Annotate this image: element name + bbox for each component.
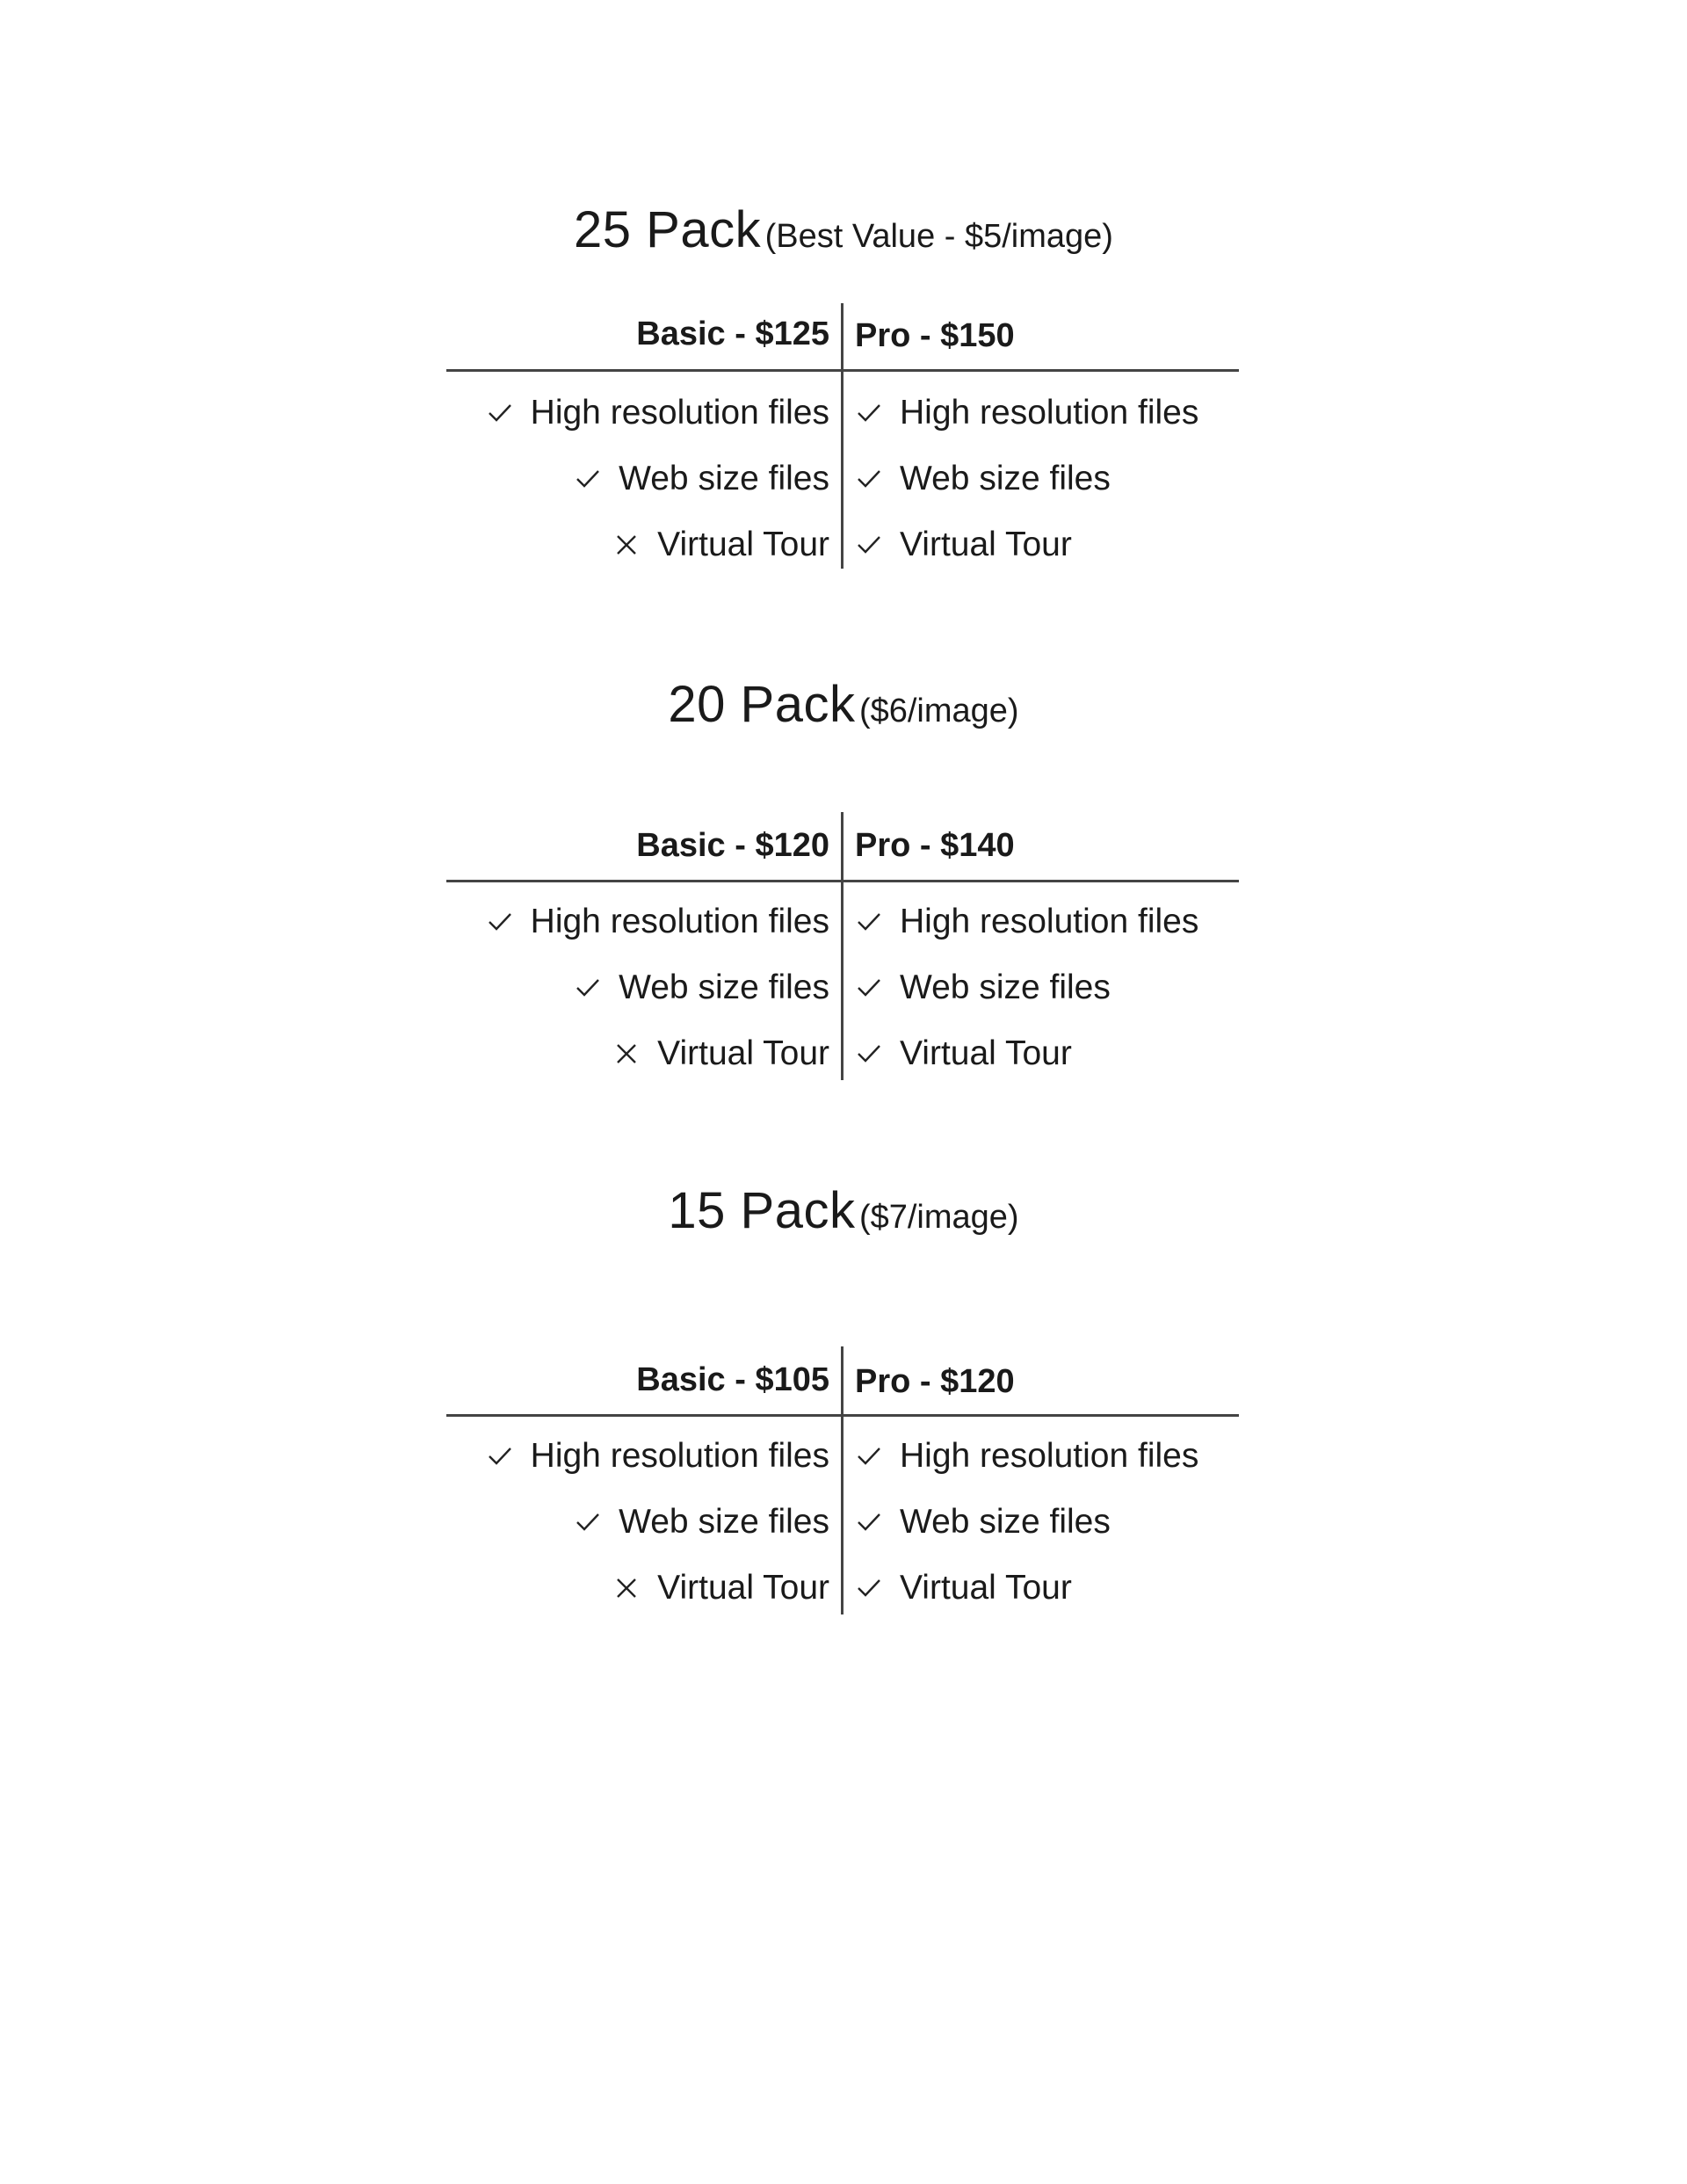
feature-row xyxy=(446,891,1239,953)
pro-feature xyxy=(856,514,1072,576)
check-icon xyxy=(856,1443,882,1469)
feature-row xyxy=(446,957,1239,1019)
pro-price-label: Pro - $150 xyxy=(855,317,1015,354)
header-divider xyxy=(446,1414,1239,1417)
pack-title xyxy=(0,675,1687,734)
feature-row xyxy=(446,448,1239,510)
pro-feature xyxy=(856,1491,1111,1553)
pack-title-subtitle: ($6/image) xyxy=(858,693,1019,729)
basic-feature xyxy=(575,448,829,510)
basic-feature xyxy=(575,957,829,1019)
pack-title xyxy=(0,1181,1687,1240)
pro-feature xyxy=(856,1023,1072,1085)
feature-text: Virtual Tour xyxy=(657,526,829,563)
pack-title-main: 15 Pack xyxy=(668,1182,856,1239)
feature-text: Virtual Tour xyxy=(657,1569,829,1607)
check-icon xyxy=(856,400,882,426)
pro-feature xyxy=(856,957,1111,1019)
feature-text: Web size files xyxy=(619,460,829,497)
check-icon xyxy=(856,466,882,492)
basic-feature xyxy=(613,1557,829,1619)
basic-price-label: Basic - $120 xyxy=(636,827,829,864)
pack-title-subtitle: ($7/image) xyxy=(858,1199,1019,1236)
header-divider xyxy=(446,880,1239,882)
check-icon xyxy=(856,975,882,1001)
feature-text: High resolution files xyxy=(900,394,1199,432)
feature-text: Virtual Tour xyxy=(900,526,1072,563)
check-icon xyxy=(487,1443,513,1469)
basic-price-label: Basic - $105 xyxy=(636,1361,829,1398)
check-icon xyxy=(575,1509,601,1535)
feature-text: High resolution files xyxy=(530,394,829,432)
pro-feature xyxy=(856,382,1198,444)
pro-feature xyxy=(856,891,1198,953)
check-icon xyxy=(856,1575,882,1601)
pro-price-label: Pro - $140 xyxy=(855,827,1015,864)
x-icon xyxy=(613,532,640,558)
feature-row xyxy=(446,1023,1239,1085)
feature-text: High resolution files xyxy=(530,1437,829,1475)
feature-text: High resolution files xyxy=(530,903,829,940)
feature-text: Web size files xyxy=(900,1503,1111,1541)
basic-price-label: Basic - $125 xyxy=(636,316,829,352)
feature-text: High resolution files xyxy=(900,1437,1199,1475)
pack-title-main: 25 Pack xyxy=(574,201,762,258)
feature-text: Web size files xyxy=(619,969,829,1006)
feature-text: Web size files xyxy=(900,460,1111,497)
pack-title-subtitle: (Best Value - $5/image) xyxy=(764,218,1113,255)
pro-feature xyxy=(856,1426,1198,1487)
basic-feature xyxy=(487,1426,829,1487)
header-divider xyxy=(446,369,1239,372)
check-icon xyxy=(856,909,882,935)
feature-text: Virtual Tour xyxy=(657,1034,829,1072)
check-icon xyxy=(487,909,513,935)
feature-row xyxy=(446,1426,1239,1487)
pro-feature xyxy=(856,448,1111,510)
check-icon xyxy=(856,1509,882,1535)
pack-title xyxy=(0,200,1687,259)
pro-price-label: Pro - $120 xyxy=(855,1363,1015,1400)
pack-title-main: 20 Pack xyxy=(668,676,856,733)
basic-feature xyxy=(575,1491,829,1553)
basic-feature xyxy=(487,382,829,444)
check-icon xyxy=(575,466,601,492)
check-icon xyxy=(487,400,513,426)
feature-text: Web size files xyxy=(900,969,1111,1006)
basic-feature xyxy=(487,891,829,953)
x-icon xyxy=(613,1041,640,1067)
check-icon xyxy=(856,1041,882,1067)
pro-feature xyxy=(856,1557,1072,1619)
basic-feature xyxy=(613,514,829,576)
feature-row xyxy=(446,382,1239,444)
feature-row xyxy=(446,1557,1239,1619)
feature-row xyxy=(446,1491,1239,1553)
check-icon xyxy=(575,975,601,1001)
feature-row xyxy=(446,514,1239,576)
check-icon xyxy=(856,532,882,558)
feature-text: High resolution files xyxy=(900,903,1199,940)
feature-text: Virtual Tour xyxy=(900,1569,1072,1607)
feature-text: Virtual Tour xyxy=(900,1034,1072,1072)
basic-feature xyxy=(613,1023,829,1085)
feature-text: Web size files xyxy=(619,1503,829,1541)
x-icon xyxy=(613,1575,640,1601)
